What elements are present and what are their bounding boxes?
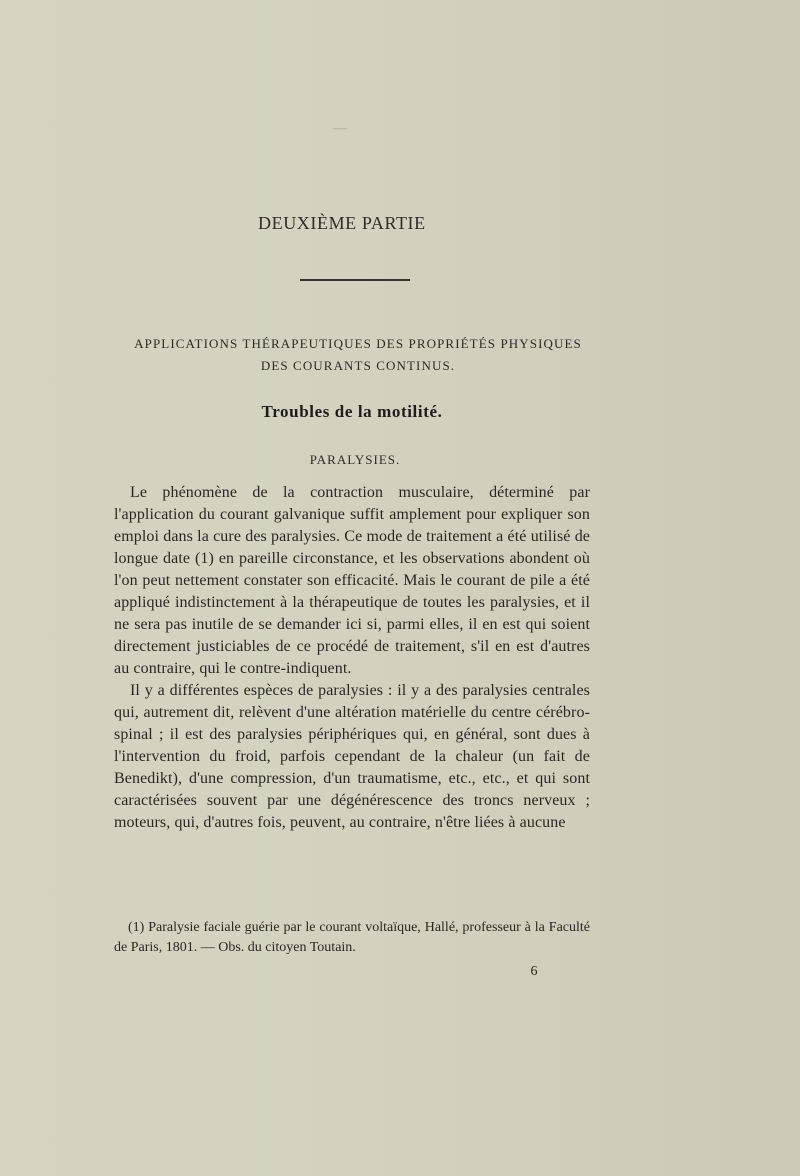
subtitle-line-1: APPLICATIONS THÉRAPEUTIQUES DES PROPRIÉTÉS PHYSIQUES [134, 336, 582, 351]
paragraph-1: Le phénomène de la contraction musculaire, déterminé par l'application du courant galvanique suffit amplement pour expliquer son emploi dans la cure des paralysies. Ce mode de traitement a été utilisé de longue date (1) en pareille circonstance, et les observations abondent où l'on peut nettement constater son efficacité. Mais le courant de pile a été appliqué indistinctement à la thérapeutique de toutes les paralysies, et il ne sera pas inutile de se demander ici si, parmi elles, il en est qui soient directement justiciables de ce procédé de traitement, s'il en est d'autres au contraire, qui le contre-indiquent. [114, 484, 590, 677]
section-title: Troubles de la motilité. [261, 402, 443, 421]
paragraph-2: Il y a différentes espèces de paralysies : il y a des paralysies centrales qui, autrement dit, relèvent d'une altération matérielle du centre cérébro-spinal ; il est des paralysies périphériques qui, en général, sont dues à l'intervention du froid, parfois cependant de la chaleur (un fait de Benedikt), d'une compression, d'un traumatisme, etc., etc., et qui sont caractérisées souvent par une dégénérescence des troncs nerveux ; moteurs, qui, d'autres fois, peuvent, au contraire, n'être liées à aucune [114, 682, 590, 831]
footnote-section [114, 918, 590, 958]
footnote: (1) Paralysie faciale guérie par le courant voltaïque, Hallé, professeur à la Faculté de Paris, 1801. — Obs. du citoyen Toutain. [114, 920, 590, 955]
subheading: PARALYSIES. [309, 452, 401, 467]
title-rule [300, 279, 410, 281]
main-text [114, 482, 590, 834]
page-number: 6 [530, 964, 538, 979]
subtitle-line-2: DES COURANTS CONTINUS. [260, 358, 456, 373]
page-header-mark: — [333, 121, 347, 136]
part-title: DEUXIÈME PARTIE [258, 213, 426, 233]
